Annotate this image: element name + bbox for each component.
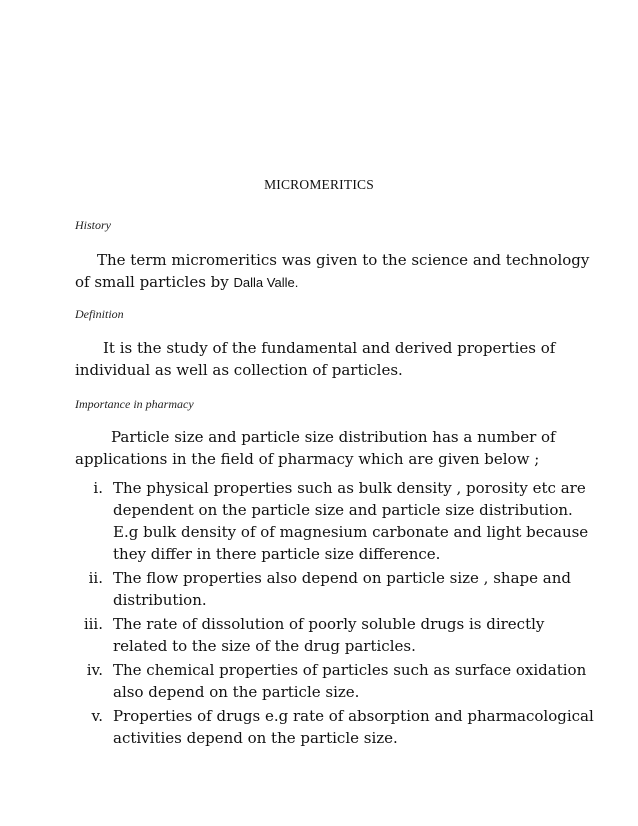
paragraph-importance-line-2: applications in the field of pharmacy which are given below ; bbox=[75, 450, 540, 468]
list-item-line: The physical properties such as bulk density , porosity etc are bbox=[113, 479, 586, 497]
document-title: MICROMERITICS bbox=[264, 177, 374, 192]
list-item bbox=[75, 613, 595, 657]
list-item-number: iii. bbox=[83, 615, 103, 633]
list-item-line: The flow properties also depend on particle size , shape and bbox=[113, 569, 571, 587]
heading-definition: Definition bbox=[75, 307, 124, 321]
list-item-line: they differ in there particle size difference. bbox=[113, 545, 441, 563]
paragraph-history-line-2-text: of small particles by bbox=[75, 273, 234, 291]
paragraph-history-line-1: The term micromeritics was given to the science and technology bbox=[97, 251, 590, 269]
applications-list bbox=[75, 477, 595, 751]
list-item-number: i. bbox=[93, 479, 103, 497]
paragraph-definition-line-2: individual as well as collection of particles. bbox=[75, 361, 403, 379]
list-item-line: Properties of drugs e.g rate of absorption and pharmacological bbox=[113, 707, 594, 725]
list-item-number: iv. bbox=[86, 661, 103, 679]
list-item-line: activities depend on the particle size. bbox=[113, 729, 398, 747]
author-name: Dalla Valle. bbox=[233, 275, 299, 290]
list-item bbox=[75, 567, 595, 611]
list-item-line: dependent on the particle size and particle size distribution. bbox=[113, 501, 573, 519]
list-item-line: related to the size of the drug particles. bbox=[113, 637, 416, 655]
list-item-line: The rate of dissolution of poorly soluble drugs is directly bbox=[113, 615, 545, 633]
paragraph-history bbox=[75, 249, 590, 294]
paragraph-definition-line-1: It is the study of the fundamental and derived properties of bbox=[103, 339, 556, 357]
list-item-line: The chemical properties of particles such as surface oxidation bbox=[113, 661, 587, 679]
list-item-number: v. bbox=[91, 707, 103, 725]
list-item bbox=[75, 705, 595, 749]
list-item bbox=[75, 477, 595, 565]
list-item-line: also depend on the particle size. bbox=[113, 683, 360, 701]
paragraph-importance bbox=[75, 426, 575, 470]
list-item bbox=[75, 659, 595, 703]
paragraph-history-line-2 bbox=[75, 271, 575, 294]
list-item-line: distribution. bbox=[113, 591, 207, 609]
list-item-line: E.g bulk density of of magnesium carbonate and light because bbox=[113, 523, 589, 541]
paragraph-definition bbox=[75, 337, 575, 381]
list-item-number: ii. bbox=[88, 569, 103, 587]
paragraph-importance-line-1: Particle size and particle size distribution has a number of bbox=[111, 428, 556, 446]
heading-importance: Importance in pharmacy bbox=[75, 397, 194, 411]
heading-history: History bbox=[75, 218, 111, 232]
